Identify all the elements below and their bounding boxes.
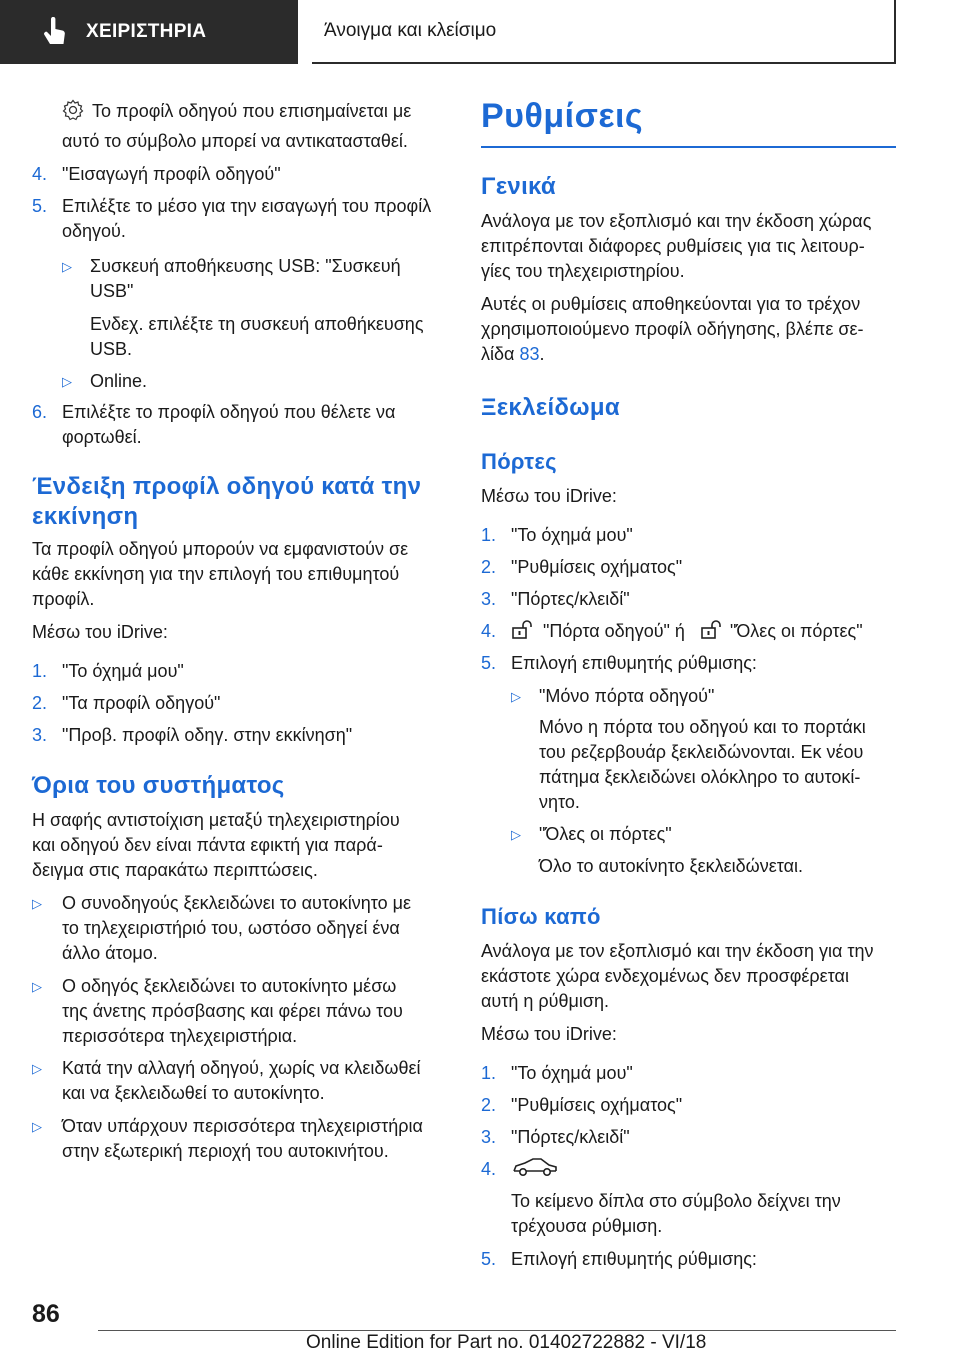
page-number: 86 <box>32 1300 60 1328</box>
subsection-heading: Πόρτες <box>481 449 557 474</box>
triangle-bullet-icon: ▷ <box>62 374 72 389</box>
triangle-bullet-icon: ▷ <box>32 896 42 911</box>
section-heading: Ένδειξη προφίλ οδηγού κατά την <box>32 473 422 500</box>
unlock-icon <box>700 620 722 640</box>
divider <box>481 146 896 148</box>
subsection-heading: Πίσω καπό <box>481 904 601 929</box>
section-title-text: Άνοιγμα και κλείσιμο <box>324 20 497 41</box>
section-heading: Όρια του συστήματος <box>32 772 285 799</box>
triangle-bullet-icon: ▷ <box>32 979 42 994</box>
triangle-bullet-icon: ▷ <box>62 259 72 274</box>
footer-divider <box>98 1330 896 1331</box>
section-heading: Ξεκλείδωμα <box>481 394 620 421</box>
triangle-bullet-icon: ▷ <box>32 1061 42 1076</box>
manual-label: ΧΕΙΡΙΣΤΗΡΙΑ <box>86 21 207 42</box>
gear-icon <box>62 99 84 121</box>
unlock-icon <box>511 620 533 640</box>
triangle-bullet-icon: ▷ <box>511 689 521 704</box>
triangle-bullet-icon: ▷ <box>32 1119 42 1134</box>
section-heading-cont: εκκίνηση <box>32 503 139 530</box>
car-trunk-icon <box>511 1156 559 1178</box>
manual-tab <box>0 0 298 64</box>
page-title: Ρυθμίσεις <box>481 97 644 135</box>
page-link[interactable]: 83 <box>519 344 540 364</box>
section-title <box>312 0 896 64</box>
section-heading: Γενικά <box>481 173 556 200</box>
edition-text: Online Edition for Part no. 01402722882 - VI/18 <box>306 1332 707 1353</box>
hand-icon <box>42 17 68 47</box>
triangle-bullet-icon: ▷ <box>511 827 521 842</box>
